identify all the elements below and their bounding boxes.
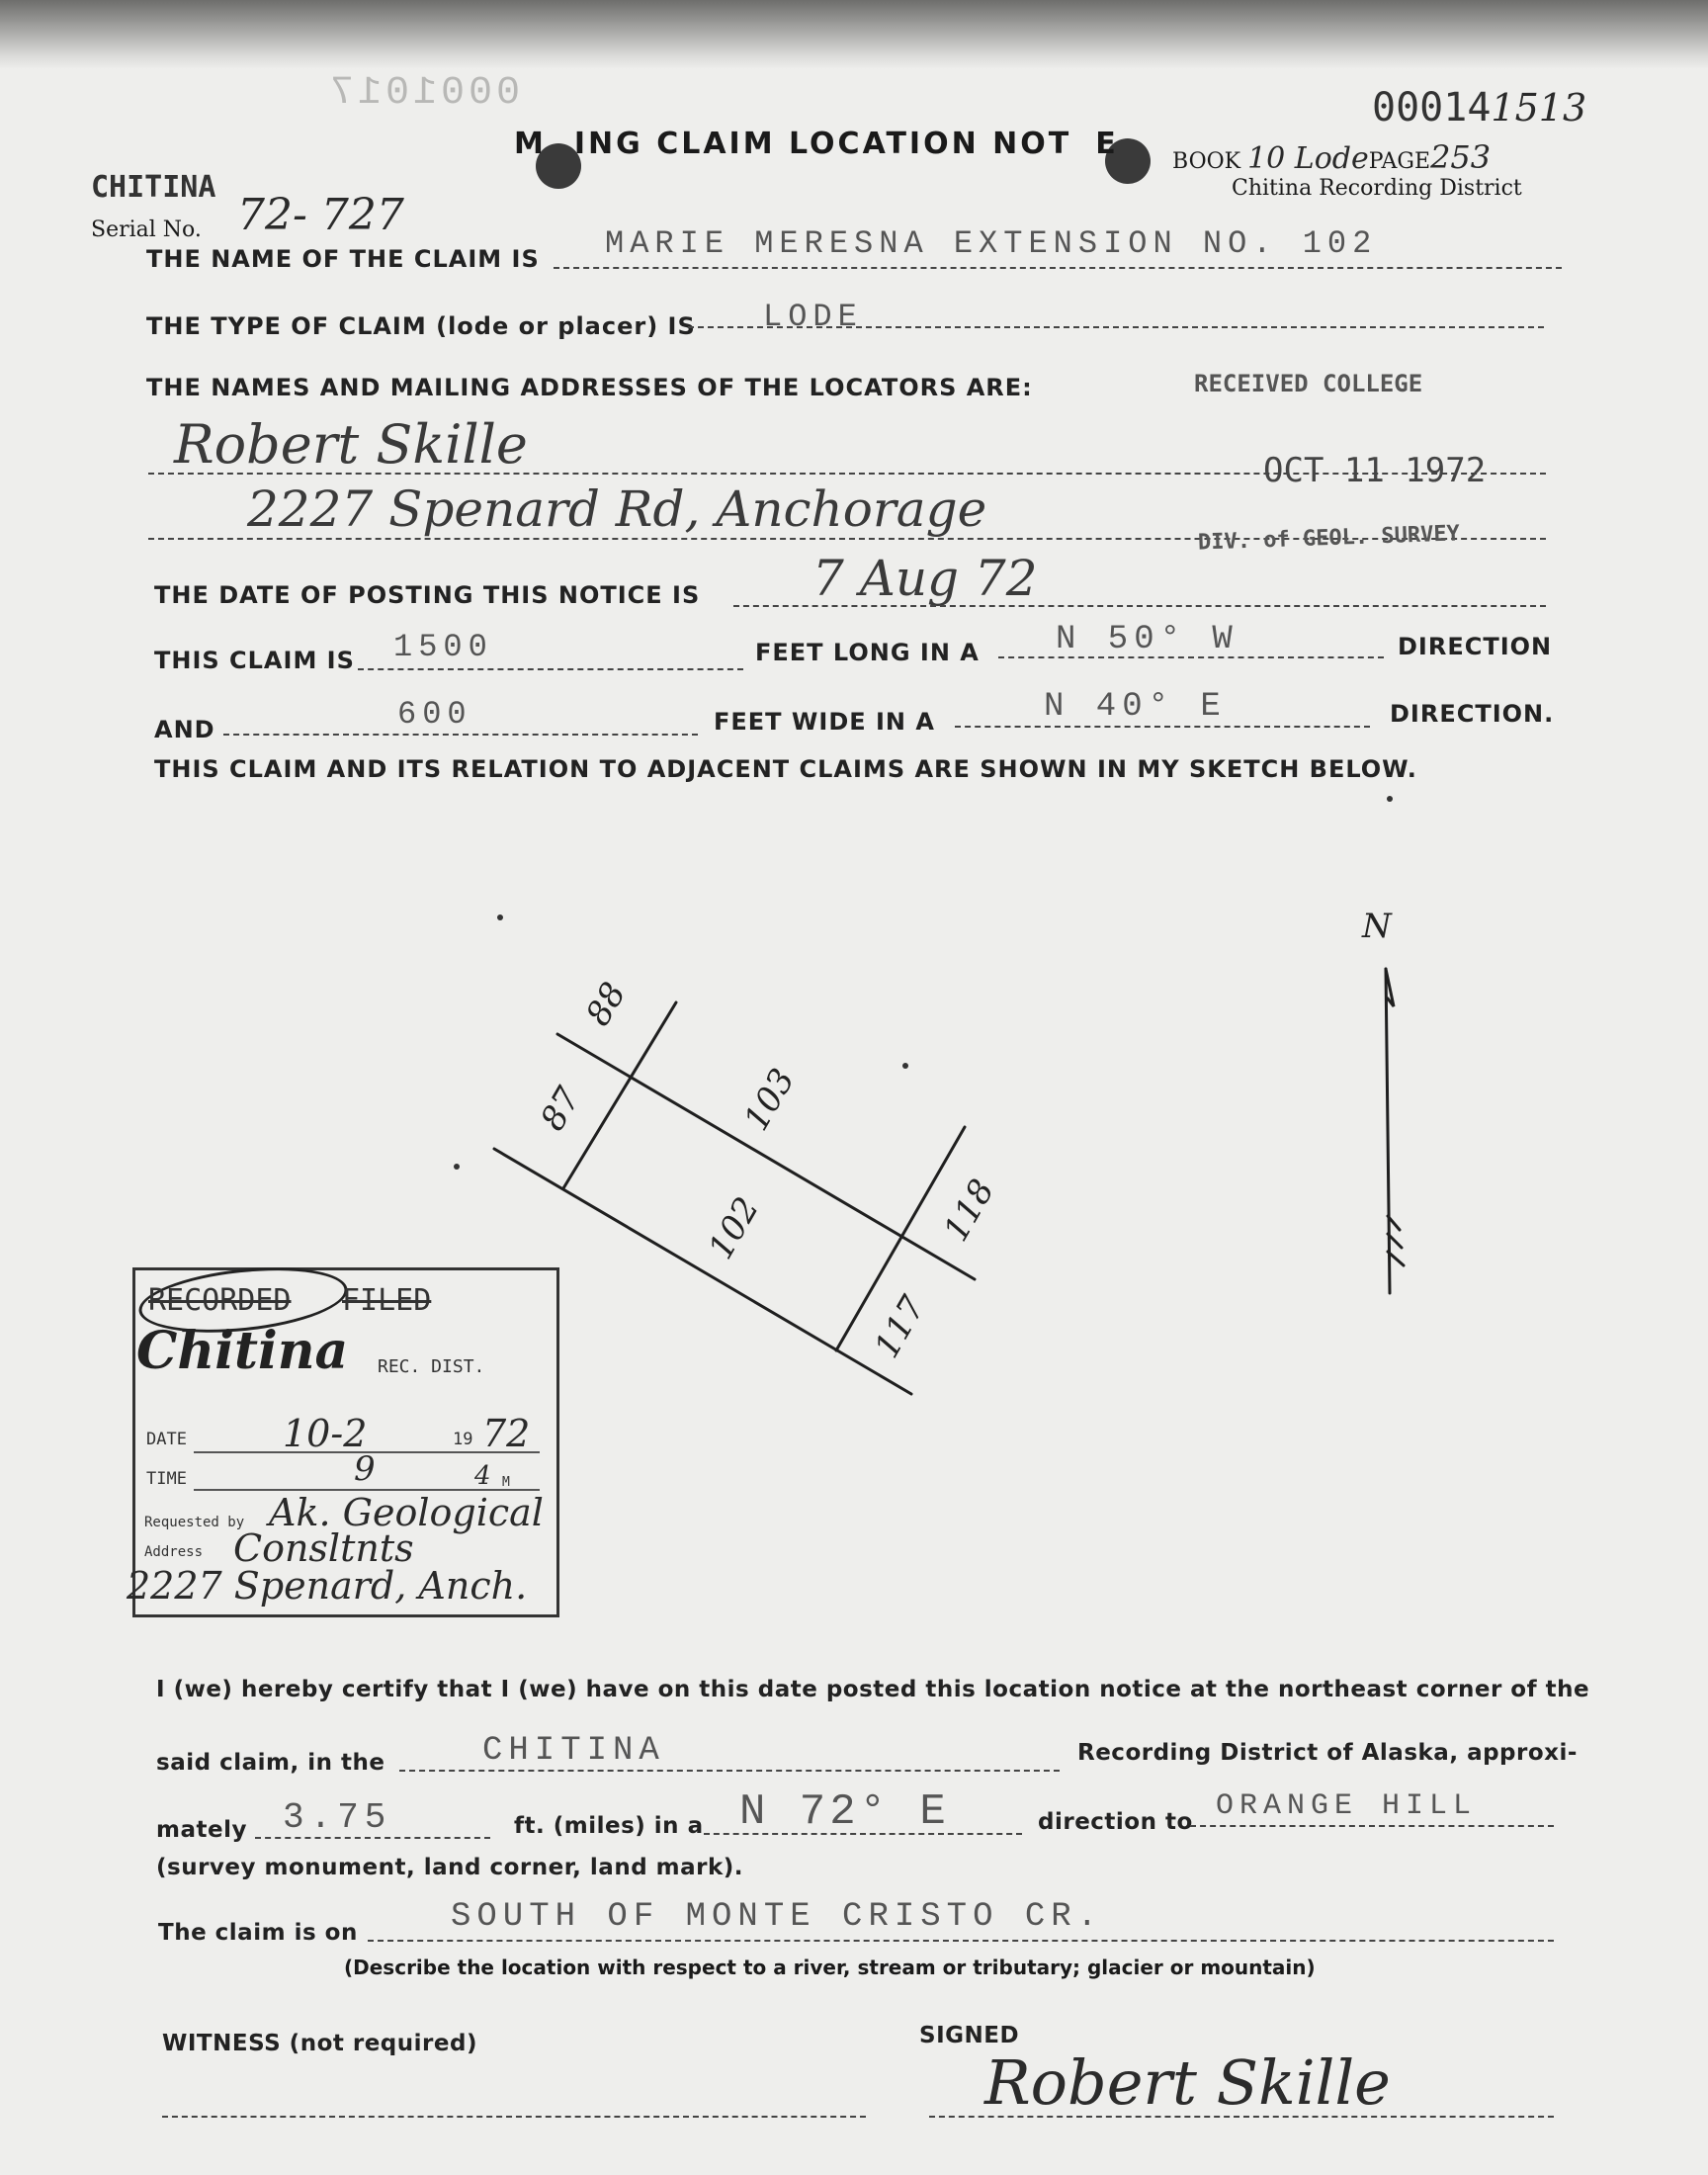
wide-middle: FEET WIDE IN A — [714, 708, 935, 736]
date-value: 10-2 — [283, 1412, 368, 1455]
witness-label: WITNESS (not required) — [162, 2031, 477, 2056]
wide-suffix: DIRECTION. — [1390, 700, 1555, 728]
time-suffix: M — [502, 1475, 510, 1490]
time-hour: 9 — [354, 1449, 376, 1489]
rec-dist-label: REC. DIST. — [378, 1356, 485, 1377]
title-part1: M — [514, 127, 547, 161]
signature: Robert Skille — [984, 2046, 1391, 2119]
north-arrow-shaft — [1386, 969, 1390, 1293]
requested-value: Ak. Geological — [269, 1491, 544, 1534]
cert-district-line — [399, 1770, 1060, 1772]
sketch-label: THIS CLAIM AND ITS RELATION TO ADJACENT CLAIMS ARE SHOWN IN MY SKETCH BELOW. — [154, 755, 1417, 783]
cert-landmark-line — [1190, 1825, 1554, 1827]
posting-date-label: THE DATE OF POSTING THIS NOTICE IS — [154, 581, 701, 609]
cert-line3-suffix: direction to — [1038, 1809, 1193, 1835]
received-stamp-line3: DIV. of GEOL. SURVEY — [1197, 521, 1461, 556]
wide-value: 600 — [397, 696, 472, 733]
wide-direction: N 40° E — [1044, 688, 1227, 726]
claim-label-117: 117 — [867, 1289, 934, 1365]
long-suffix: DIRECTION — [1398, 633, 1553, 660]
serial-label: Serial No. — [91, 218, 202, 242]
locators-label: THE NAMES AND MAILING ADDRESSES OF THE LOCATORS ARE: — [146, 374, 1033, 401]
north-label: N — [1362, 907, 1392, 946]
received-stamp-line1: RECEIVED COLLEGE — [1194, 370, 1423, 397]
claim-label-87: 87 — [533, 1081, 589, 1138]
claim-label-102: 102 — [701, 1190, 768, 1266]
long-value: 1500 — [393, 629, 493, 665]
wide-prefix: AND — [154, 716, 215, 743]
title-part2: ING CLAIM LOCATION NOT — [573, 127, 1072, 161]
address-label: Address — [144, 1544, 204, 1560]
address-line2: 2227 Spenard, Anch. — [127, 1564, 528, 1608]
chitina-stamp: CHITINA — [91, 170, 216, 205]
page-value: 253 — [1430, 138, 1492, 176]
cert-distance-value: 3.75 — [283, 1797, 392, 1838]
cert-landmark-value: ORANGE HILL — [1216, 1789, 1478, 1823]
time-label: TIME — [146, 1469, 187, 1489]
date-label: DATE — [146, 1430, 187, 1449]
cert-distance-line — [255, 1837, 490, 1839]
cert-line1: I (we) hereby certify that I (we) have on this date posted this location notice at the northeast corner of the — [156, 1677, 1590, 1702]
year-prefix: 19 — [453, 1430, 473, 1449]
recorded-district: Chitina — [136, 1321, 349, 1381]
claim-label-88: 88 — [578, 976, 635, 1033]
cert-direction-line — [704, 1833, 1022, 1835]
doc-number-printed: 00014 — [1372, 85, 1492, 130]
requested-label: Requested by — [144, 1515, 245, 1530]
sketch-dot — [1387, 796, 1393, 802]
book-value: 10 Lode — [1247, 141, 1369, 176]
signed-label: SIGNED — [919, 2023, 1020, 2048]
describe-note: (Describe the location with respect to a river, stream or tributary; glacier or mountain) — [344, 1956, 1316, 1979]
long-middle: FEET LONG IN A — [755, 639, 980, 666]
claim-on-line — [368, 1940, 1554, 1942]
sketch-dot — [902, 1063, 908, 1069]
cert-line2-prefix: said claim, in the — [156, 1750, 385, 1776]
title-part3: E — [1095, 127, 1119, 161]
claim-type-label: THE TYPE OF CLAIM (lode or placer) IS — [146, 312, 696, 340]
recorded-word: RECORDED — [148, 1283, 292, 1318]
cert-line2-suffix: Recording District of Alaska, approxi- — [1077, 1740, 1578, 1766]
address-line1: Consltnts — [233, 1526, 414, 1570]
filed-word: FILED — [342, 1283, 432, 1318]
locator-name: Robert Skille — [174, 413, 528, 476]
claim-label-118: 118 — [936, 1173, 1003, 1249]
cert-line3-prefix: mately — [156, 1817, 247, 1843]
claim-name-label: THE NAME OF THE CLAIM IS — [146, 245, 540, 273]
sketch-dot — [454, 1164, 460, 1170]
claim-label-103: 103 — [736, 1062, 804, 1138]
long-direction: N 50° W — [1056, 621, 1238, 658]
claim-on-value: SOUTH OF MONTE CRISTO CR. — [451, 1898, 1104, 1936]
sketch-dot — [497, 914, 503, 920]
long-prefix: THIS CLAIM IS — [154, 647, 355, 674]
witness-line — [162, 2116, 866, 2118]
district-label: Chitina Recording District — [1232, 176, 1522, 201]
claim-type-value: LODE — [763, 299, 863, 335]
doc-number-hand: 1513 — [1491, 86, 1587, 130]
page-label: PAGE — [1368, 149, 1431, 174]
locator-address: 2227 Spenard Rd, Anchorage — [247, 480, 987, 538]
cert-direction-value: N 72° E — [739, 1787, 950, 1837]
cert-line4: (survey monument, land corner, land mark). — [156, 1855, 744, 1880]
ghost-number: 0001017 — [326, 71, 521, 116]
cert-line3-middle: ft. (miles) in a — [514, 1813, 704, 1839]
serial-value: 72- 727 — [237, 190, 404, 240]
signature-line — [929, 2116, 1554, 2118]
year-value: 72 — [482, 1412, 531, 1455]
claim-on-label: The claim is on — [158, 1920, 358, 1946]
book-label: BOOK — [1172, 149, 1241, 174]
time-minute: 4 — [474, 1461, 491, 1491]
cert-district-value: CHITINA — [482, 1732, 665, 1770]
claim-name-value: MARIE MERESNA EXTENSION NO. 102 — [605, 225, 1378, 262]
posting-date-value: 7 Aug 72 — [812, 550, 1038, 607]
received-stamp-date: OCT 11 1972 — [1263, 451, 1487, 490]
